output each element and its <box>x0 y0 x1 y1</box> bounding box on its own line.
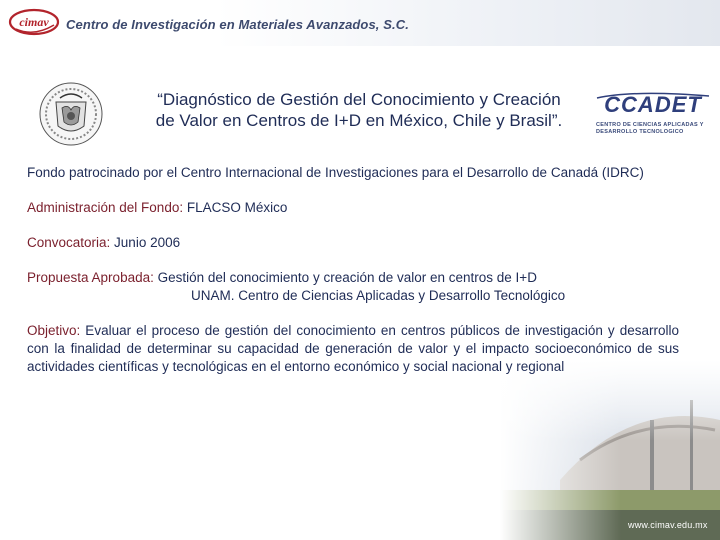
unam-seal <box>38 80 104 148</box>
document-title <box>124 89 594 131</box>
objetivo-value: Evaluar el proceso de gestión del conocimiento en centros públicos de investigación y desarrollo con la finalidad de determinar su capacidad de generación de valor y el impacto socioeconómico de sus actividades científicas y tecnológicas en el entorno económico y social nacional y regional <box>27 323 679 374</box>
objetivo-label: Objetivo: <box>27 323 81 338</box>
administracion-paragraph <box>27 199 679 217</box>
convocatoria-value: Junio 2006 <box>110 235 181 250</box>
ccadet-subtitle: CENTRO DE CIENCIAS APLICADAS Y DESARROLLO TECNOLOGICO <box>596 122 704 135</box>
propuesta-paragraph <box>27 269 679 305</box>
document-title-line-1: “Diagnóstico de Gestión del Conocimiento y Creación <box>157 90 561 109</box>
document-title-line-2: de Valor en Centros de I+D en México, Chile y Brasil”. <box>155 111 563 130</box>
ccadet-logo-text: CCADET <box>604 92 702 117</box>
propuesta-value-line-1: Gestión del conocimiento y creación de valor en centros de I+D <box>153 270 537 285</box>
convocatoria-label: Convocatoria: <box>27 235 111 250</box>
propuesta-label: Propuesta Aprobada: <box>27 270 154 285</box>
administracion-value: FLACSO México <box>183 200 288 215</box>
administracion-label: Administración del Fondo: <box>27 200 184 215</box>
footer-url: www.cimav.edu.mx <box>628 520 708 530</box>
convocatoria-paragraph <box>27 234 679 252</box>
fondo-paragraph: Fondo patrocinado por el Centro Internacional de Investigaciones para el Desarrollo de Canadá (IDRC) <box>27 165 644 180</box>
header-title: Centro de Investigación en Materiales Avanzados, S.C. <box>66 17 409 32</box>
propuesta-value-line-2: UNAM. Centro de Ciencias Aplicadas y Desarrollo Tecnológico <box>191 288 566 303</box>
cimav-logo <box>8 7 60 37</box>
cimav-logo-text: cimav <box>19 15 49 29</box>
objetivo-paragraph <box>27 322 679 376</box>
content <box>27 164 679 393</box>
